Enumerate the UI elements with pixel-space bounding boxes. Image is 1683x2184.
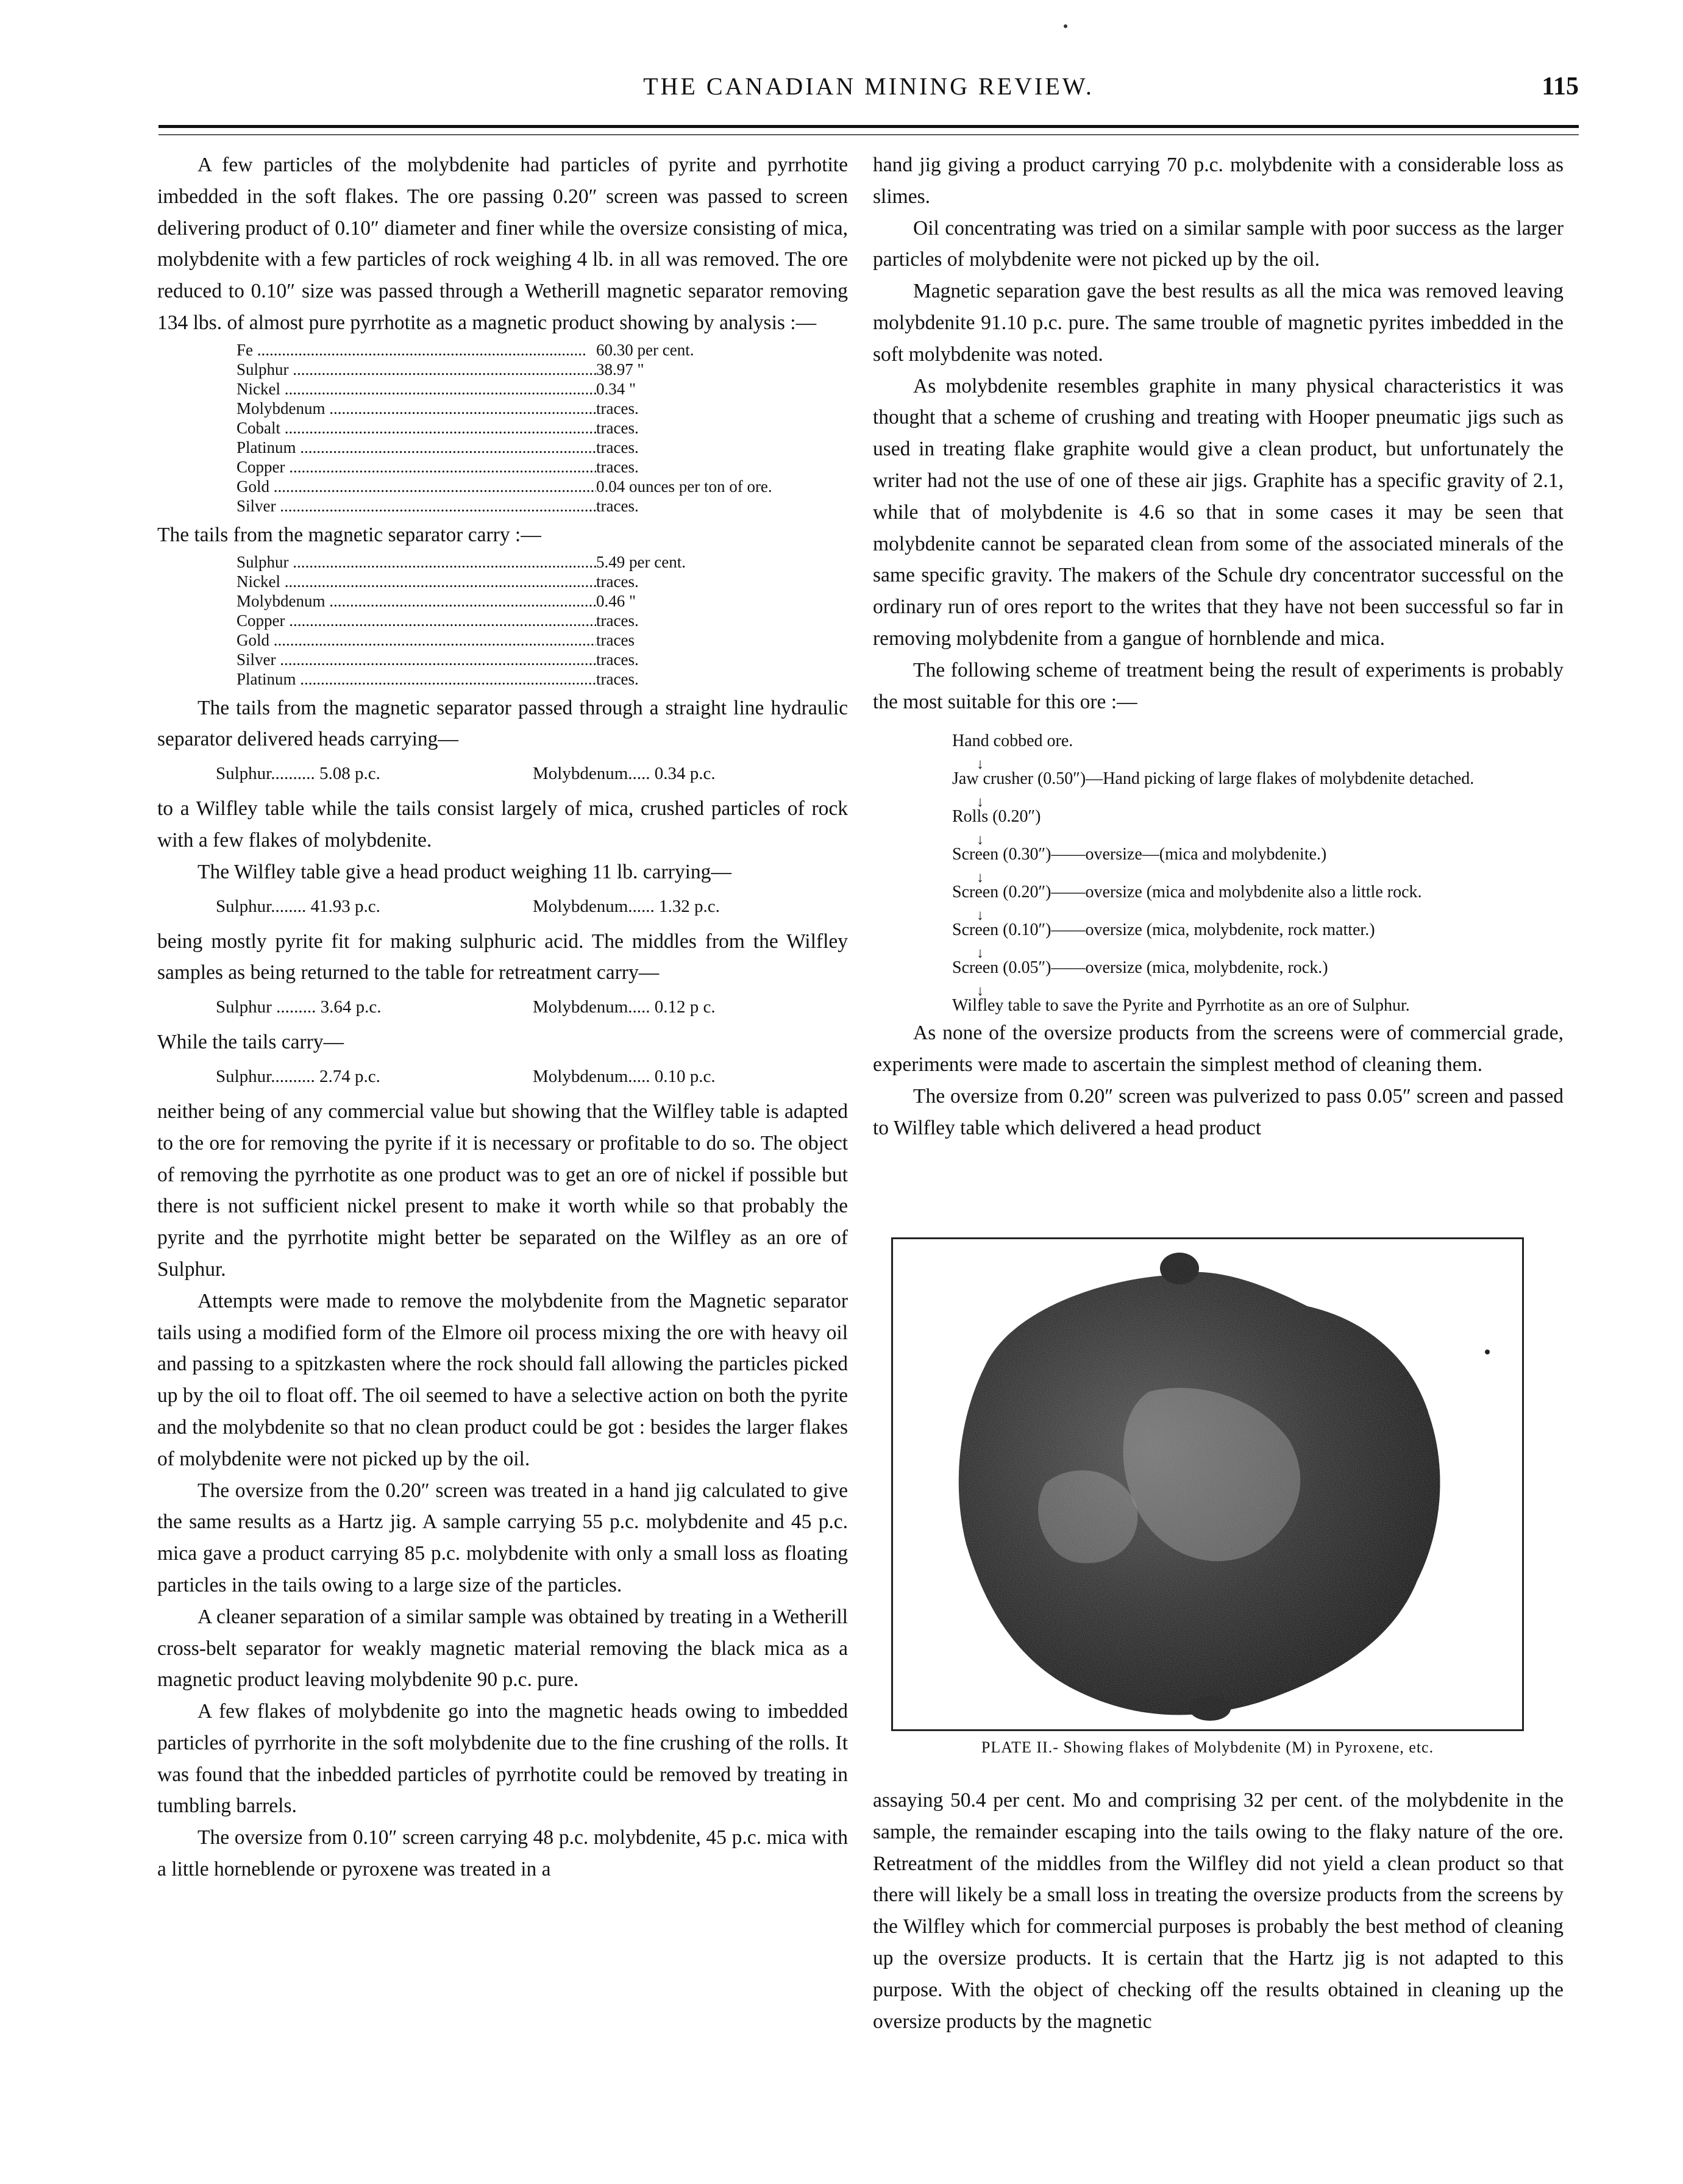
paragraph: Attempts were made to remove the molybdenite from the Magnetic separator tails using a modified form of the Elmore oil process mixing the ore with heavy oil and passing to a spitzkasten where the rock should fall allowing the particles picked up by the oil to float off. The oil seemed to have a selective action on both the pyrite and the molybdenite so that no clean product could be got : besides the larger flakes of molybdenite were not picked up by the oil.: [157, 1289, 848, 1470]
paragraph: The Wilfley table give a head product weighing 11 lb. carrying—: [197, 860, 731, 883]
right-column-lower: [873, 1785, 1564, 2037]
table-row: Cobalt ..... traces.: [237, 418, 848, 438]
table-row: Platinum ..... traces.: [237, 438, 848, 457]
print-speck: [1064, 24, 1067, 28]
paragraph: While the tails carry—: [157, 1031, 344, 1054]
paragraph: A cleaner separation of a similar sample was obtained by treating in a Wetherill cross-belt separator for weakly magnetic material removing the black mica as a magnetic product leaving molybdenite 90 p.c. pure.: [157, 1605, 848, 1691]
journal-title: THE CANADIAN MINING REVIEW.: [643, 73, 1094, 100]
down-arrow-icon: ↓: [977, 908, 984, 924]
paragraph: assaying 50.4 per cent. Mo and comprising 32 per cent. of the molybdenite in the sample, the remainder escaping into the tails owing to the flaky nature of the ore. Retreatment of the middles from the Wilfley did not yield a clean product so that there will likely be a small loss in treating the oversize products from the screens by the Wilfley which for commercial purposes is probably the best method of cleaning up the oversize products. It is certain that the Hartz jig is not adapted to this purpose. With the object of checking off the results obtained in cleaning up the oversize products by the magnetic: [873, 1789, 1564, 2033]
scheme-step: ↓ Rolls (0.20″): [952, 788, 1564, 826]
paragraph: being mostly pyrite fit for making sulphuric acid. The middles from the Wilfley samples as being returned to the table for retreatment carry—: [157, 930, 848, 984]
header-rule-thin: [158, 134, 1579, 135]
table-row: Gold ..... traces: [237, 630, 848, 650]
table-row: Sulphur ..... 38.97 ": [237, 360, 848, 379]
table-row: Nickel ..... traces.: [237, 572, 848, 591]
down-arrow-icon: ↓: [977, 945, 984, 962]
paragraph: The following scheme of treatment being the result of experiments is probably the most suitable for this ore :—: [873, 658, 1564, 713]
scheme-step: ↓ Jaw crusher (0.50″)—Hand picking of large flakes of molybdenite detached.: [952, 750, 1564, 788]
table-row: Silver ..... traces.: [237, 496, 848, 516]
header-rule: [158, 125, 1579, 128]
scheme-step: ↓ Screen (0.20″)——oversize (mica and molybdenite also a little rock.: [952, 864, 1564, 902]
table-row: Molybdenum ..... 0.46 ": [237, 591, 848, 611]
molybdenite-specimen-image: [893, 1239, 1522, 1729]
table-row: Nickel ..... 0.34 ": [237, 379, 848, 399]
scheme-step: Hand cobbed ore.: [952, 731, 1073, 751]
assay-line: Sulphur.......... 2.74 p.c. Molybdenum..... 0.10 p.c.: [216, 1066, 716, 1086]
assay-line: Sulphur ......... 3.64 p.c. Molybdenum..... 0.12 p c.: [216, 997, 716, 1017]
plate-caption: PLATE II.- Showing flakes of Molybdenite (M) in Pyroxene, etc.: [981, 1738, 1434, 1756]
assay-line: Sulphur.......... 5.08 p.c. Molybdenum..... 0.34 p.c.: [216, 764, 716, 784]
table-row: Gold ..... 0.04 ounces per ton of ore.: [237, 477, 848, 496]
scheme-step: ↓ Wilfley table to save the Pyrite and Pyrrhotite as an ore of Sulphur.: [952, 977, 1564, 1015]
paragraph: The oversize from 0.20″ screen was pulverized to pass 0.05″ screen and passed to Wilfley table which delivered a head product: [873, 1084, 1564, 1139]
page-number: 115: [1542, 73, 1579, 101]
page-header: [158, 72, 1579, 121]
down-arrow-icon: ↓: [977, 832, 984, 848]
paragraph: A few flakes of molybdenite go into the magnetic heads owing to imbedded particles of pyrrhorite in the soft molybdenite due to the fine crushing of the rolls. It was found that the inbedded particles of pyrrhotite could be removed by treating in tumbling barrels.: [157, 1700, 848, 1818]
scheme-step: ↓ Screen (0.05″)——oversize (mica, molybdenite, rock.): [952, 939, 1564, 977]
table-row: Sulphur ..... 5.49 per cent.: [237, 552, 848, 572]
paragraph: Oil concentrating was tried on a similar sample with poor success as the larger particles of molybdenite were not picked up by the oil.: [873, 216, 1564, 271]
analysis-table-tails: [237, 552, 848, 689]
table-row: Copper ..... traces.: [237, 457, 848, 477]
table-row: Molybdenum ..... traces.: [237, 399, 848, 418]
treatment-scheme: [952, 724, 1564, 1015]
right-column: [873, 149, 1564, 1144]
table-row: Silver ..... traces.: [237, 650, 848, 669]
table-row: Copper ..... traces.: [237, 611, 848, 630]
paragraph: hand jig giving a product carrying 70 p.c. molybdenite with a considerable loss as slimes.: [873, 154, 1564, 208]
analysis-table-magnetic: [237, 340, 848, 516]
down-arrow-icon: ↓: [977, 870, 984, 886]
down-arrow-icon: ↓: [977, 756, 984, 773]
paragraph: A few particles of the molybdenite had particles of pyrite and pyrrhotite imbedded in the soft flakes. The ore passing 0.20″ screen was passed to screen delivering product of 0.10″ diameter and finer while the oversize consisting of mica, molybdenite with a few particles of rock weighing 4 lb. in all was removed. The ore reduced to 0.10″ size was passed through a Wetherill magnetic separator removing 134 lbs. of almost pure pyrrhotite as a magnetic product showing by analysis :—: [157, 154, 848, 334]
paragraph: The oversize from the 0.20″ screen was treated in a hand jig calculated to give the same results as a Hartz jig. A sample carrying 55 p.c. molybdenite and 45 p.c. mica gave a product carrying 85 p.c. molybdenite with only a small loss as floating particles in the tails owing to a large size of the particles.: [157, 1479, 848, 1596]
scheme-step: ↓ Screen (0.10″)——oversize (mica, molybdenite, rock matter.): [952, 902, 1564, 939]
paragraph: Magnetic separation gave the best results as all the mica was removed leaving molybdenite 91.10 p.c. pure. The same trouble of magnetic pyrites imbedded in the soft molybdenite was noted.: [873, 280, 1564, 366]
paragraph: neither being of any commercial value but showing that the Wilfley table is adapted to the ore for removing the pyrite if it is necessary or profitable to do so. The object of removing the pyrrhotite as one product was to get an ore of nickel if possible but there is not sufficient nickel present to make it worth while so that probably the pyrite and the pyrrhotite might better be separated on the Wilfley as an ore of Sulphur.: [157, 1100, 848, 1281]
table-row: Platinum ..... traces.: [237, 669, 848, 689]
assay-line: Sulphur........ 41.93 p.c. Molybdenum...... 1.32 p.c.: [216, 896, 720, 916]
paragraph: As molybdenite resembles graphite in many physical characteristics it was thought that a scheme of crushing and treating with Hooper pneumatic jigs such as used in treating flake graphite would give a clean product, but unfortunately the writer had not the use of one of these air jigs. Graphite has a specific gravity of 2.1, while that of molybdenite is 4.6 so that in some cases it may be seen that molybdenite cannot be separated clean from some of the associated minerals of the same specific gravity. The makers of the Schule dry concentrator successful on the ordinary run of ores report to the writes that they have not been successful so far in removing molybdenite from a gangue of hornblende and mica.: [873, 374, 1564, 650]
table-row: Fe ..... 60.30 per cent.: [237, 340, 848, 360]
paragraph: to a Wilfley table while the tails consist largely of mica, crushed particles of rock with a few flakes of molybdenite.: [157, 797, 848, 852]
paragraph: The oversize from 0.10″ screen carrying 48 p.c. molybdenite, 45 p.c. mica with a little horneblende or pyroxene was treated in a: [157, 1826, 848, 1881]
scheme-step: ↓ Screen (0.30″)——oversize—(mica and molybdenite.): [952, 826, 1564, 864]
plate-photograph: [891, 1237, 1524, 1731]
down-arrow-icon: ↓: [977, 794, 984, 811]
left-column: [157, 149, 848, 1885]
down-arrow-icon: ↓: [977, 983, 984, 1000]
paragraph: The tails from the magnetic separator passed through a straight line hydraulic separator delivered heads carrying—: [157, 696, 848, 751]
paragraph: As none of the oversize products from the screens were of commercial grade, experiments were made to ascertain the simplest method of cleaning them.: [873, 1022, 1564, 1076]
paragraph: The tails from the magnetic separator carry :—: [157, 523, 541, 546]
